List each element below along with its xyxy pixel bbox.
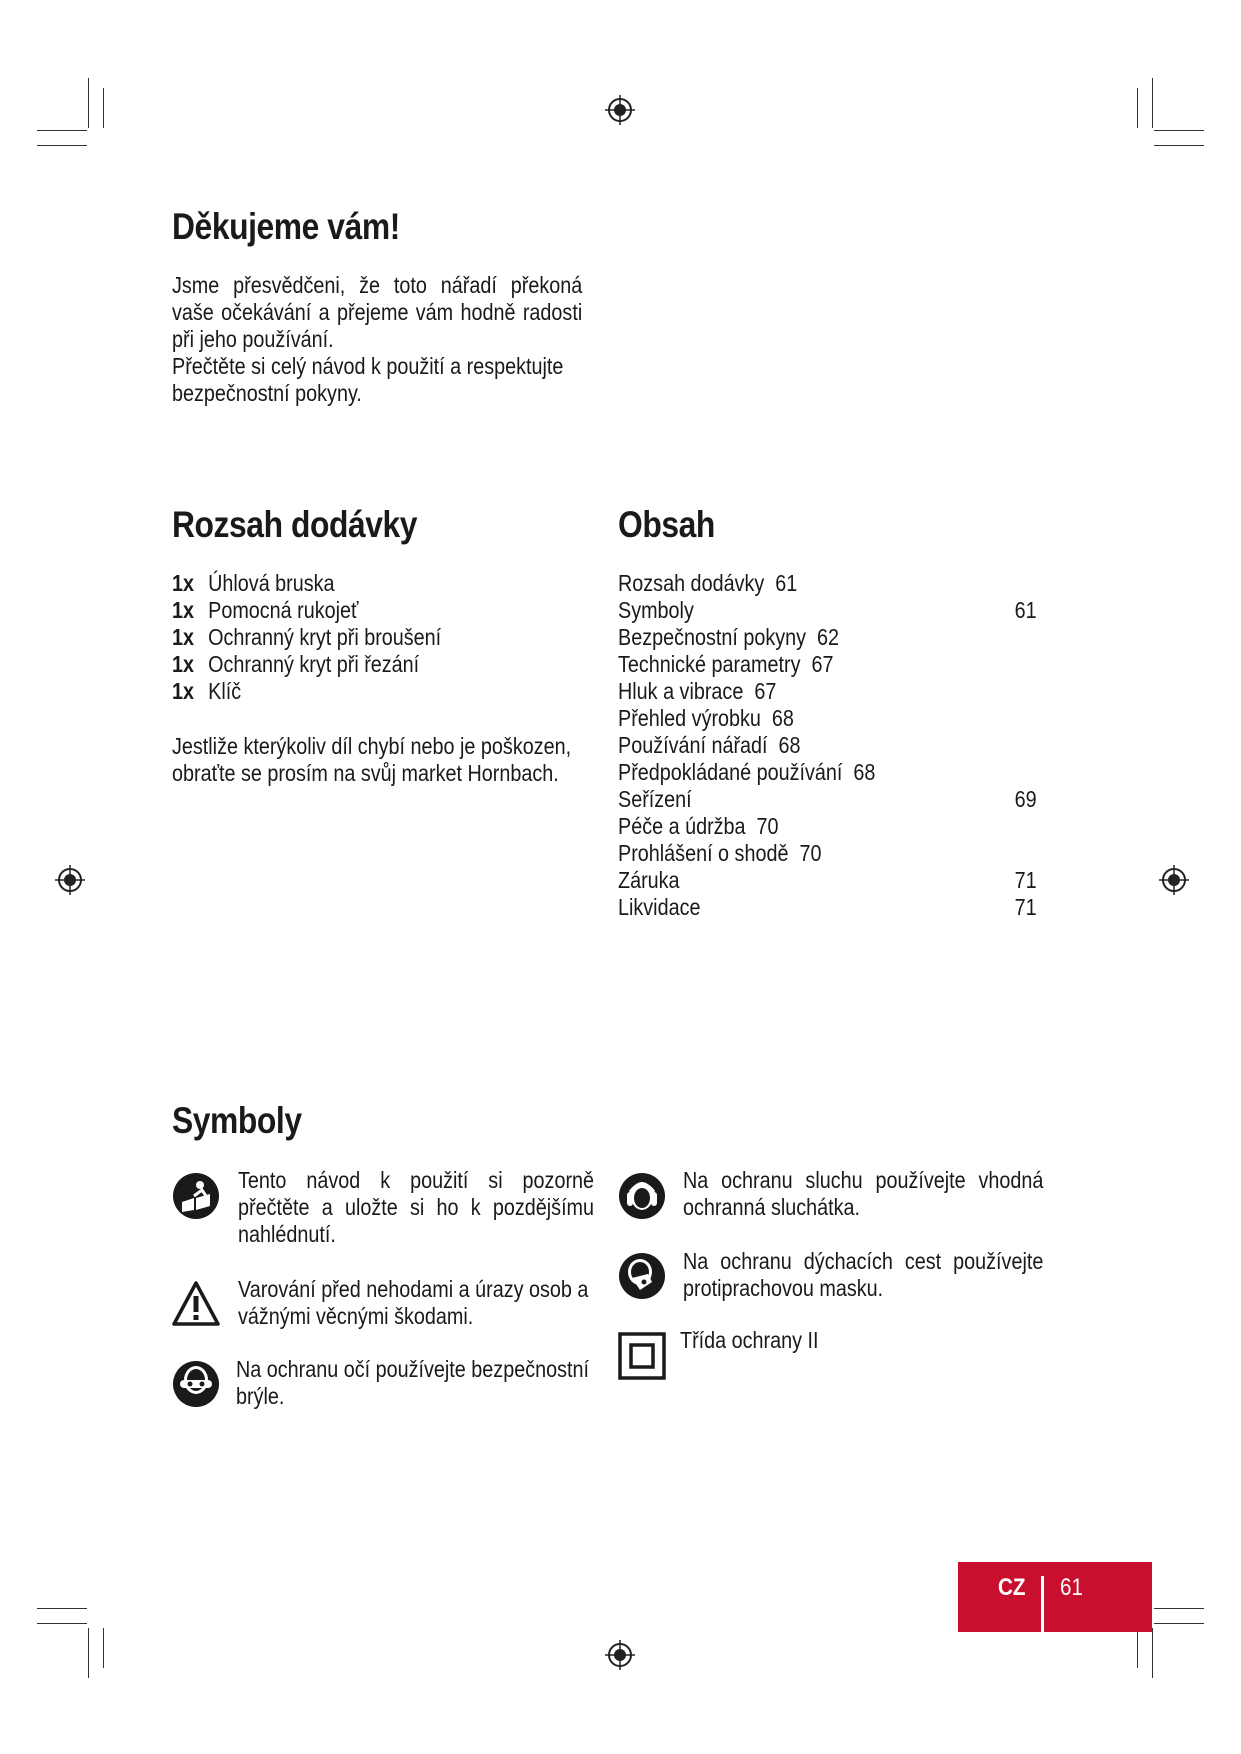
list-item: 1x Ochranný kryt při řezání <box>172 651 420 677</box>
ear-protection-icon <box>618 1172 666 1220</box>
list-item: 1x Pomocná rukojeť <box>172 597 359 623</box>
toc-entry: Technické parametry 67 <box>618 651 834 677</box>
list-item: 1x Úhlová bruska <box>172 570 335 596</box>
toc-entry: Záruka 71 <box>618 867 1037 893</box>
symbol-text: Na ochranu sluchu používejte vhodná ochranná sluchátka. <box>683 1167 1044 1220</box>
divider <box>1041 1576 1044 1632</box>
registration-mark-icon <box>55 865 85 895</box>
list-item: 1x Ochranný kryt při broušení <box>172 624 442 650</box>
thanks-body <box>172 272 582 407</box>
toc-entry: Likvidace 71 <box>618 894 1037 920</box>
delivery-list <box>172 570 592 705</box>
symbol-text: Varování před nehodami a úrazy osob a vážnými věcnými škodami. <box>238 1276 589 1329</box>
toc-entry: Přehled výrobku 68 <box>618 705 794 731</box>
symbol-text: Třída ochrany II <box>680 1327 819 1353</box>
symbols-heading: Symboly <box>172 1100 302 1141</box>
protection-class-ii-icon <box>618 1332 666 1380</box>
registration-mark-icon <box>605 95 635 125</box>
thanks-text-2: Přečtěte si celý návod k použití a respektujte bezpečnostní pokyny. <box>172 353 564 406</box>
read-manual-icon <box>172 1172 220 1220</box>
registration-mark-icon <box>1159 865 1189 895</box>
toc-entry: Rozsah dodávky 61 <box>618 570 798 596</box>
delivery-heading: Rozsah dodávky <box>172 504 418 545</box>
toc-entry: Bezpečnostní pokyny 62 <box>618 624 840 650</box>
safety-goggles-icon <box>172 1360 220 1408</box>
symbol-text: Tento návod k použití si pozorně přečtěte a uložte si ho k pozdějšímu nahlédnutí. <box>238 1167 595 1247</box>
toc-entry: Používání nářadí 68 <box>618 732 801 758</box>
contents-heading: Obsah <box>618 504 715 545</box>
thanks-heading: Děkujeme vám! <box>172 206 400 247</box>
warning-triangle-icon <box>172 1280 220 1328</box>
delivery-note: Jestliže kterýkoliv díl chybí nebo je poškozen, obraťte se prosím na svůj market Hornbach. <box>172 733 572 786</box>
toc-entry: Předpokládané používání 68 <box>618 759 876 785</box>
registration-mark-icon <box>605 1640 635 1670</box>
thanks-text: Jsme přesvědčeni, že toto nářadí překoná vaše očekávání a přejeme vám hodně radosti při jeho používání. <box>172 272 583 352</box>
dust-mask-icon <box>618 1252 666 1300</box>
toc-entry: Péče a údržba 70 <box>618 813 779 839</box>
toc-entry: Symboly 61 <box>618 597 1037 623</box>
toc-entry: Hluk a vibrace 67 <box>618 678 777 704</box>
page-number-tab <box>958 1562 1152 1632</box>
symbol-text: Na ochranu dýchacích cest používejte protiprachovou masku. <box>683 1248 1044 1301</box>
list-item: 1x Klíč <box>172 678 242 704</box>
symbol-text: Na ochranu očí používejte bezpečnostní brýle. <box>236 1356 589 1409</box>
contents-list <box>618 570 1037 921</box>
language-code: CZ <box>998 1574 1026 1601</box>
toc-entry: Seřízení 69 <box>618 786 1037 812</box>
page-number: 61 <box>1060 1574 1083 1601</box>
toc-entry: Prohlášení o shodě 70 <box>618 840 822 866</box>
